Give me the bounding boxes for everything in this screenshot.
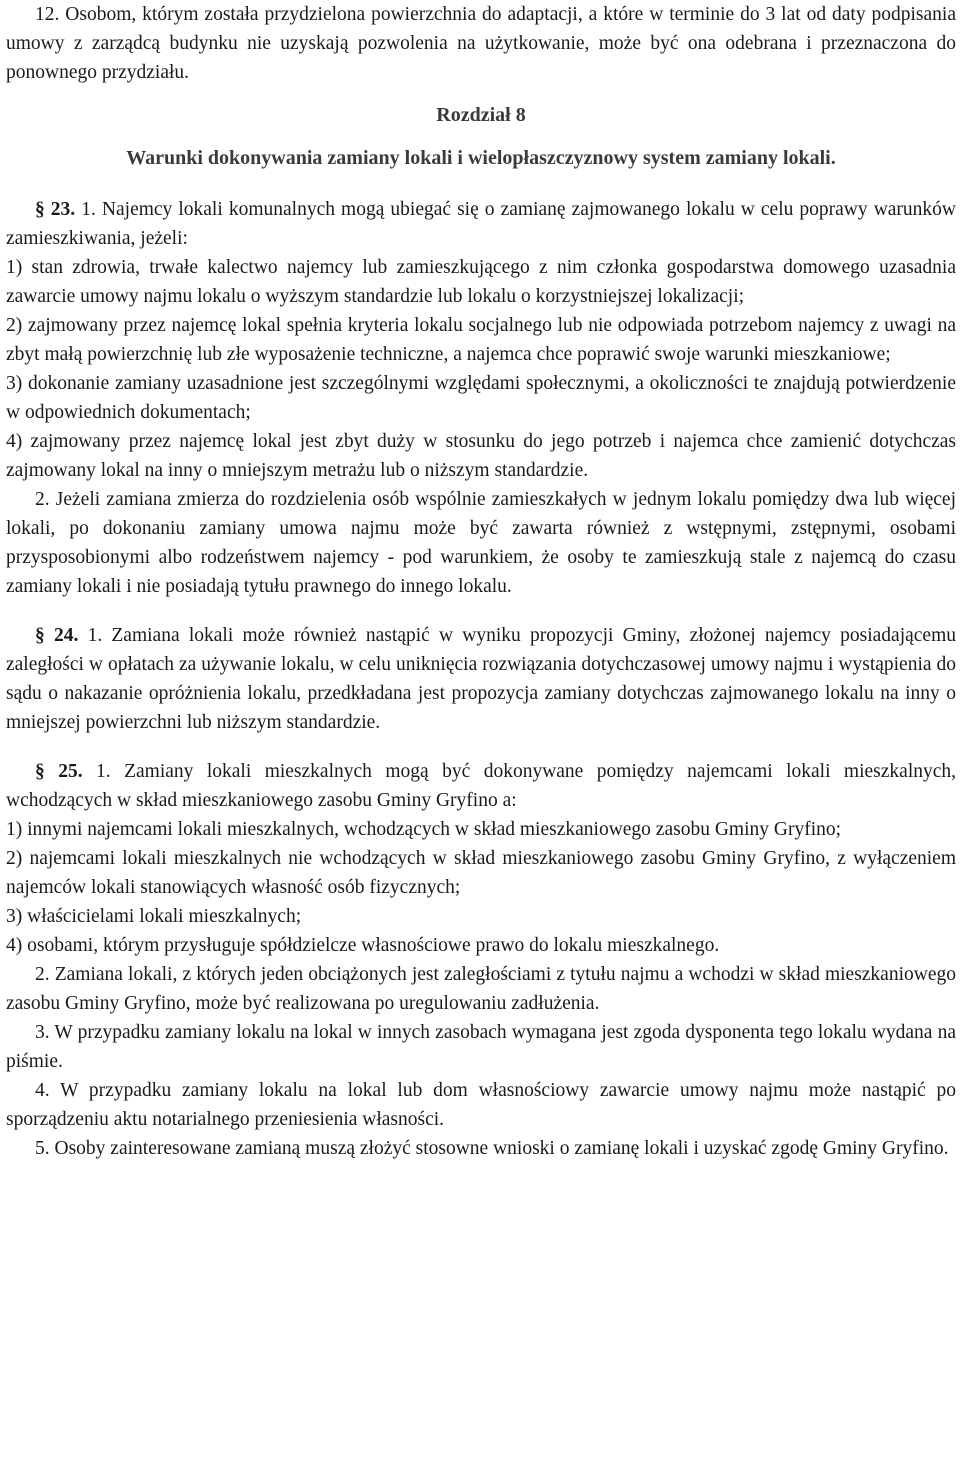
- s25-number: § 25.: [35, 761, 83, 782]
- s24-par-1: [6, 621, 956, 737]
- s23-item-1: 1) stan zdrowia, trwałe kalectwo najemcy lub zamieszkującego z nim członka gospodarstwa domowego uzasadnia zawarcie umowy najmu lokalu o wyższym standardzie lub lokalu o korzystniejszej lokalizacji;: [6, 257, 956, 307]
- s25-item-1: 1) innymi najemcami lokali mieszkalnych, wchodzących w skład mieszkaniowego zasobu Gminy Gryfino;: [6, 819, 842, 840]
- section-24: [6, 621, 956, 737]
- s23-item-3: 3) dokonanie zamiany uzasadnione jest szczególnymi względami społecznymi, a okoliczności te znajdują potwierdzenie w odpowiednich dokumentach;: [6, 373, 956, 423]
- s25-par-5: 5. Osoby zainteresowane zamianą muszą złożyć stosowne wnioski o zamianę lokali i uzyskać zgodę Gminy Gryfino.: [35, 1138, 949, 1159]
- document-page: [6, 0, 956, 1163]
- s25-item-3: 3) właścicielami lokali mieszkalnych;: [6, 906, 302, 927]
- section-23: [6, 195, 956, 601]
- s23-item-2: 2) zajmowany przez najemcę lokal spełnia kryteria lokalu socjalnego lub nie odpowiada potrzebom najemcy z uwagi na zbyt małą powierzchnię lub złe wyposażenie techniczne, a najemca chce poprawić swoje warunki mieszkaniowe;: [6, 315, 956, 365]
- s25-par-4: 4. W przypadku zamiany lokalu na lokal lub dom własnościowy zawarcie umowy najmu może nastąpić po sporządzeniu aktu notarialnego przeniesienia własności.: [6, 1080, 956, 1130]
- s23-number: § 23.: [35, 199, 76, 220]
- chapter-title: Rozdział 8: [436, 104, 526, 126]
- chapter-subtitle: Warunki dokonywania zamiany lokali i wielopłaszczyznowy system zamiany lokali.: [126, 147, 836, 169]
- s23-par-1-text: 1. Najemcy lokali komunalnych mogą ubiegać się o zamianę zajmowanego lokalu w celu poprawy warunków zamieszkiwania, jeżeli:: [6, 199, 957, 249]
- s25-par-2: 2. Zamiana lokali, z których jeden obciążonych jest zaległościami z tytułu najmu a wchodzi w skład mieszkaniowego zasobu Gminy Gryfino, może być realizowana po uregulowaniu zadłużenia.: [6, 964, 956, 1014]
- s25-par-1-text: 1. Zamiany lokali mieszkalnych mogą być dokonywane pomiędzy najemcami lokali mieszkalnych, wchodzących w skład mieszkaniowego zasobu Gminy Gryfino a:: [6, 761, 957, 811]
- section-25: [6, 757, 956, 1163]
- s25-par-3: 3. W przypadku zamiany lokalu na lokal w innych zasobach wymagana jest zgoda dysponenta tego lokalu wydana na piśmie.: [6, 1022, 956, 1072]
- s24-number: § 24.: [35, 625, 79, 646]
- s23-par-1: [6, 195, 956, 253]
- s24-par-1-text: 1. Zamiana lokali może również nastąpić w wyniku propozycji Gminy, złożonej najemcy posiadającemu zaległości w opłatach za używanie lokalu, w celu uniknięcia rozwiązania dotychczasowej umowy najmu i wystąpienia do sądu o nakazanie opróżnienia lokalu, przedkładana jest propozycja zamiany dotychczas zajmowanego lokalu na inny o mniejszej powierzchni lub niższym standardzie.: [6, 625, 957, 733]
- intro-paragraph: 12. Osobom, którym została przydzielona powierzchnia do adaptacji, a które w terminie do 3 lat od daty podpisania umowy z zarządcą budynku nie uzyskają pozwolenia na użytkowanie, może być ona odebrana i przeznaczona do ponownego przydziału.: [6, 4, 956, 83]
- s25-par-1: [6, 757, 956, 815]
- s25-item-4: 4) osobami, którym przysługuje spółdzielcze własnościowe prawo do lokalu mieszkalnego.: [6, 935, 720, 956]
- s23-item-4: 4) zajmowany przez najemcę lokal jest zbyt duży w stosunku do jego potrzeb i najemca chce zamienić dotychczas zajmowany lokal na inny o mniejszym metrażu lub o niższym standardzie.: [6, 431, 956, 481]
- s25-item-2: 2) najemcami lokali mieszkalnych nie wchodzących w skład mieszkaniowego zasobu Gminy Gryfino, z wyłączeniem najemców lokali stanowiących własność osób fizycznych;: [6, 848, 956, 898]
- s23-par-2: 2. Jeżeli zamiana zmierza do rozdzielenia osób wspólnie zamieszkałych w jednym lokalu pomiędzy dwa lub więcej lokali, po dokonaniu zamiany umowa najmu może być zawarta również z wstępnymi, zstępnymi, osobami przysposobionymi albo rodzeństwem najemcy - pod warunkiem, że osoby te zamieszkują stale z najemcą do czasu zamiany lokali i nie posiadają tytułu prawnego do innego lokalu.: [6, 489, 956, 597]
